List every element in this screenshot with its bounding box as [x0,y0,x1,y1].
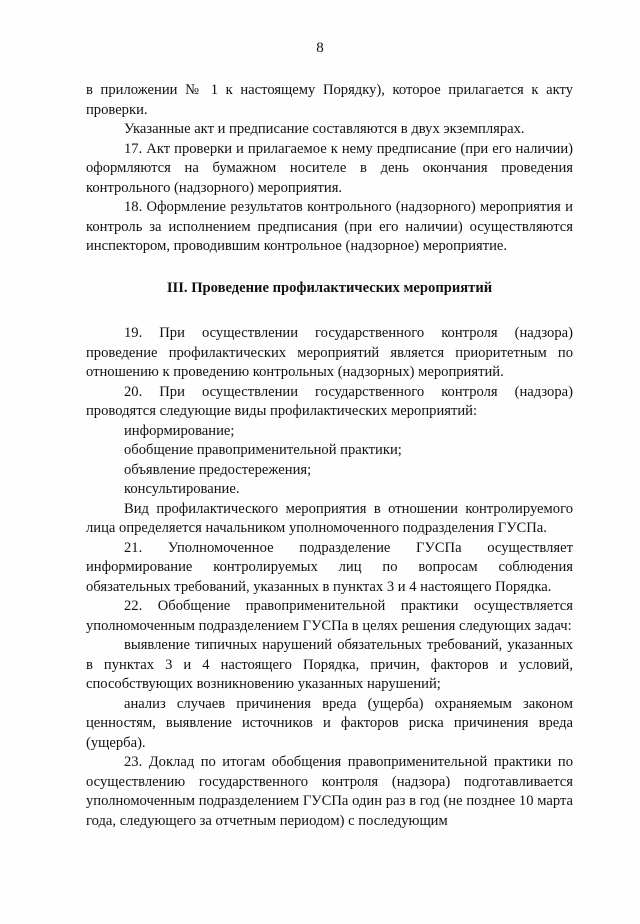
list-item-generalization: обобщение правоприменительной практики; [124,442,402,458]
page-number: 8 [316,40,324,56]
document-body [86,81,573,831]
paragraph-22: 22. Обобщение правоприменительной практики осуществляется уполномоченным подразделением ГУСПа в целях решения следующих задач: [86,598,573,634]
paragraph-18: 18. Оформление результатов контрольного (надзорного) мероприятия и контроль за исполнением предписания (при его наличии) осуществляются инспектором, проводившим контрольное (надзорное) мероприятие. [86,199,573,254]
paragraph-task-harm: анализ случаев причинения вреда (ущерба) охраняемым законом ценностям, выявление источников и факторов риска причинения вреда (ущерба). [86,695,573,751]
paragraph-20: 20. При осуществлении государственного контроля (надзора) проводятся следующие виды профилактических мероприятий: [86,383,573,419]
list-item-warning: объявление предостережения; [124,461,312,478]
paragraph-task-violations: выявление типичных нарушений обязательных требований, указанных в пунктах 3 и 4 настоящего Порядка, причин, факторов и условий, способствующих возникновению указанных нарушений; [86,637,573,692]
paragraph-17: 17. Акт проверки и прилагаемое к нему предписание (при его наличии) оформляются на бумажном носителе в день окончания проведения контрольного (надзорного) мероприятия. [86,140,573,196]
paragraph-continuation: в приложении № 1 к настоящему Порядку), которое прилагается к акту проверки. [86,82,573,118]
paragraph-measure-type: Вид профилактического мероприятия в отношении контролируемого лица определяется начальником уполномоченного подразделения ГУСПа. [86,500,573,536]
list-item-informing: информирование; [124,422,235,439]
paragraph-19: 19. При осуществлении государственного контроля (надзора) проведение профилактических мероприятий является приоритетным по отношению к проведению контрольных (надзорных) мероприятий. [86,325,573,380]
paragraph-23: 23. Доклад по итогам обобщения правоприменительной практики по осуществлению государственного контроля (надзора) подготавливается уполномоченным подразделением ГУСПа один раз в год (не позднее 10 марта года, следующего за отчетным периодом) с последующим [86,754,573,829]
paragraph-copies: Указанные акт и предписание составляются в двух экземплярах. [124,121,525,137]
section-heading: III. Проведение профилактических мероприятий [166,279,493,296]
list-item-consulting: консультирование. [124,481,240,497]
paragraph-21: 21. Уполномоченное подразделение ГУСПа осуществляет информирование контролируемых лиц по вопросам соблюдения обязательных требований, указанных в пунктах 3 и 4 настоящего Порядка. [86,539,573,595]
